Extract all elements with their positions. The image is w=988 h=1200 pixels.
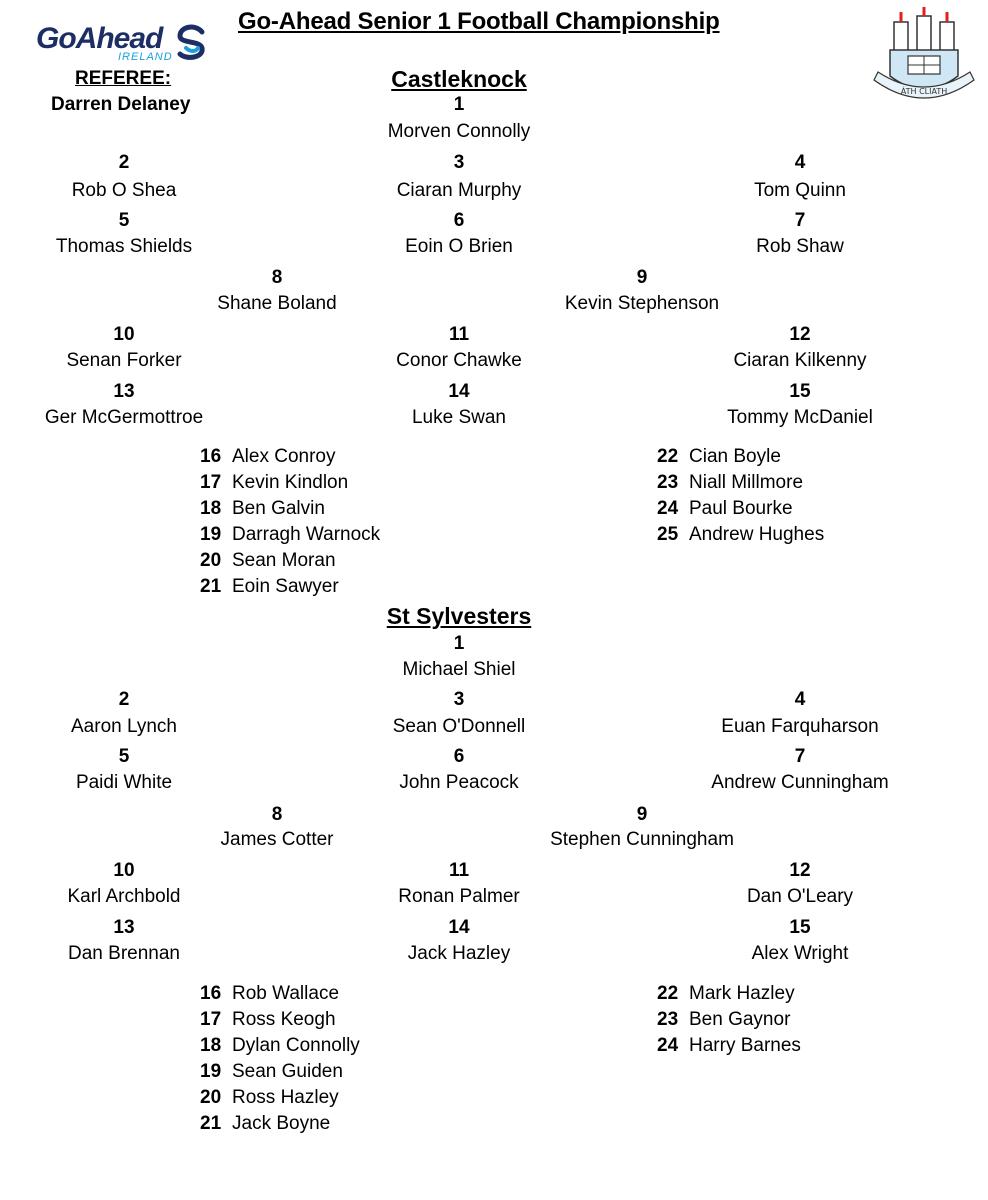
player-name: Senan Forker xyxy=(66,350,182,371)
position-number: 6 xyxy=(453,746,465,767)
sub-number: 23 xyxy=(657,472,679,493)
sub-name: Sean Moran xyxy=(232,550,336,571)
player-name: Paidi White xyxy=(75,772,173,793)
position-number: 9 xyxy=(636,804,648,825)
position-number: 2 xyxy=(118,152,130,173)
player-name: Thomas Shields xyxy=(55,236,193,257)
sub-number: 16 xyxy=(200,446,222,467)
substitute-row xyxy=(657,498,793,520)
logo-main-text: GoAhead xyxy=(36,22,163,55)
position-number: 7 xyxy=(794,746,806,767)
sub-name: Mark Hazley xyxy=(689,983,795,1004)
player-name: Tommy McDaniel xyxy=(727,407,873,428)
goahead-ireland-logo xyxy=(36,22,216,66)
goahead-swirl-logo-icon xyxy=(174,24,208,60)
substitute-row xyxy=(200,472,348,494)
position-number: 12 xyxy=(789,324,811,345)
player-name: Luke Swan xyxy=(411,407,507,428)
position-number: 3 xyxy=(453,152,465,173)
player-name: Rob O Shea xyxy=(71,180,177,201)
player-name: Aaron Lynch xyxy=(71,716,177,737)
player-name: Conor Chawke xyxy=(396,350,522,371)
position-number: 5 xyxy=(118,746,130,767)
sub-number: 21 xyxy=(200,576,222,597)
team-name: Castleknock xyxy=(391,66,527,92)
referee-name: Darren Delaney xyxy=(51,94,191,115)
player-name: Euan Farquharson xyxy=(721,716,879,737)
sub-number: 23 xyxy=(657,1009,679,1030)
substitute-row xyxy=(200,576,339,598)
sub-number: 25 xyxy=(657,524,679,545)
substitute-row xyxy=(657,472,803,494)
player-name: Rob Shaw xyxy=(756,236,844,257)
substitute-row xyxy=(200,446,336,468)
sub-name: Sean Guiden xyxy=(232,1061,343,1082)
player-name: Morven Connolly xyxy=(387,121,531,142)
position-number: 1 xyxy=(453,633,465,654)
position-number: 9 xyxy=(636,267,648,288)
position-number: 15 xyxy=(789,917,811,938)
sub-name: Ben Galvin xyxy=(232,498,325,519)
sub-name: Eoin Sawyer xyxy=(232,576,339,597)
position-number: 13 xyxy=(113,381,135,402)
player-name: Ciaran Kilkenny xyxy=(733,350,867,371)
player-name: Tom Quinn xyxy=(754,180,846,201)
player-name: Michael Shiel xyxy=(402,659,516,680)
position-number: 6 xyxy=(453,210,465,231)
sub-number: 24 xyxy=(657,498,679,519)
substitute-row xyxy=(200,1061,343,1083)
sub-number: 17 xyxy=(200,1009,222,1030)
position-number: 8 xyxy=(271,804,283,825)
sub-name: Kevin Kindlon xyxy=(232,472,349,493)
player-name: Karl Archbold xyxy=(67,886,181,907)
sub-name: Niall Millmore xyxy=(689,472,804,493)
dublin-castle-crest-icon xyxy=(868,6,980,108)
logo-sub-text: IRELAND xyxy=(118,51,173,63)
position-number: 3 xyxy=(453,689,465,710)
substitute-row xyxy=(200,550,336,572)
position-number: 1 xyxy=(453,94,465,115)
player-name: John Peacock xyxy=(399,772,519,793)
player-name: Kevin Stephenson xyxy=(564,293,720,314)
substitute-row xyxy=(657,1009,790,1031)
sub-name: Harry Barnes xyxy=(689,1035,801,1056)
sub-name: Cian Boyle xyxy=(689,446,781,467)
player-name: Eoin O Brien xyxy=(405,236,513,257)
position-number: 11 xyxy=(448,324,470,345)
sub-name: Rob Wallace xyxy=(232,983,340,1004)
sub-name: Jack Boyne xyxy=(232,1113,331,1134)
position-number: 7 xyxy=(794,210,806,231)
sub-number: 17 xyxy=(200,472,222,493)
player-name: Alex Wright xyxy=(751,943,849,964)
sub-number: 22 xyxy=(657,983,679,1004)
position-number: 8 xyxy=(271,267,283,288)
crest-motto: ÁTH CLIATH xyxy=(900,87,948,96)
sub-name: Ross Keogh xyxy=(232,1009,336,1030)
sub-number: 18 xyxy=(200,1035,222,1056)
substitute-row xyxy=(200,1113,330,1135)
player-name: James Cotter xyxy=(220,829,334,850)
substitute-row xyxy=(200,498,325,520)
sub-name: Paul Bourke xyxy=(689,498,793,519)
sub-number: 19 xyxy=(200,524,222,545)
player-name: Dan Brennan xyxy=(68,943,180,964)
substitute-row xyxy=(200,983,339,1005)
sub-name: Ross Hazley xyxy=(232,1087,339,1108)
player-name: Ronan Palmer xyxy=(398,886,520,907)
substitute-row xyxy=(657,524,824,546)
player-name: Andrew Cunningham xyxy=(711,772,889,793)
sub-number: 20 xyxy=(200,1087,222,1108)
sub-number: 22 xyxy=(657,446,679,467)
player-name: Ger McGermottroe xyxy=(44,407,204,428)
position-number: 14 xyxy=(448,381,470,402)
sub-name: Dylan Connolly xyxy=(232,1035,360,1056)
player-name: Sean O'Donnell xyxy=(392,716,526,737)
sub-number: 24 xyxy=(657,1035,679,1056)
sub-number: 18 xyxy=(200,498,222,519)
position-number: 14 xyxy=(448,917,470,938)
player-name: Ciaran Murphy xyxy=(396,180,522,201)
team-name: St Sylvesters xyxy=(386,603,532,629)
position-number: 4 xyxy=(794,689,806,710)
player-name: Dan O'Leary xyxy=(746,886,854,907)
position-number: 15 xyxy=(789,381,811,402)
substitute-row xyxy=(657,983,795,1005)
substitute-row xyxy=(200,524,380,546)
sub-number: 20 xyxy=(200,550,222,571)
substitute-row xyxy=(200,1087,339,1109)
player-name: Stephen Cunningham xyxy=(550,829,734,850)
substitute-row xyxy=(657,1035,801,1057)
substitute-row xyxy=(200,1009,336,1031)
substitute-row xyxy=(200,1035,360,1057)
sub-name: Ben Gaynor xyxy=(689,1009,791,1030)
position-number: 5 xyxy=(118,210,130,231)
player-name: Shane Boland xyxy=(217,293,337,314)
position-number: 12 xyxy=(789,860,811,881)
position-number: 10 xyxy=(113,860,135,881)
sub-number: 19 xyxy=(200,1061,222,1082)
sub-name: Alex Conroy xyxy=(232,446,336,467)
player-name: Jack Hazley xyxy=(407,943,511,964)
sub-name: Darragh Warnock xyxy=(232,524,381,545)
position-number: 4 xyxy=(794,152,806,173)
substitute-row xyxy=(657,446,781,468)
position-number: 10 xyxy=(113,324,135,345)
referee-label: REFEREE: xyxy=(75,68,172,89)
position-number: 2 xyxy=(118,689,130,710)
position-number: 13 xyxy=(113,917,135,938)
sub-name: Andrew Hughes xyxy=(689,524,825,545)
sub-number: 16 xyxy=(200,983,222,1004)
sub-number: 21 xyxy=(200,1113,222,1134)
page-title: Go-Ahead Senior 1 Football Championship xyxy=(238,8,720,35)
position-number: 11 xyxy=(448,860,470,881)
